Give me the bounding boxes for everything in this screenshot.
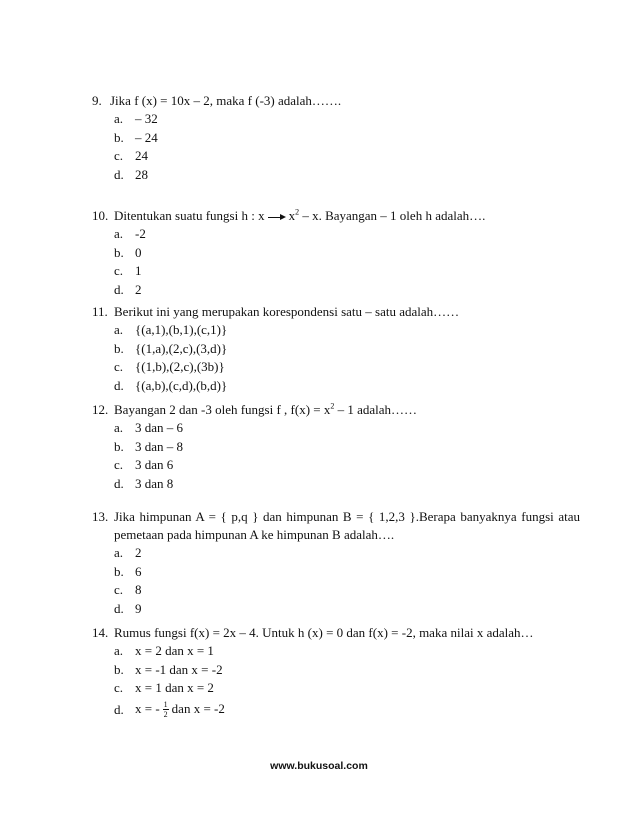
option-a	[114, 544, 580, 563]
superscript: 2	[330, 401, 335, 411]
option-d	[114, 698, 580, 722]
option-text: 0	[135, 244, 142, 260]
option-text: 2	[135, 281, 142, 297]
option-letter: d.	[114, 377, 124, 393]
option-b	[114, 244, 580, 263]
option-letter: d.	[114, 475, 124, 491]
question-10	[92, 207, 580, 299]
option-letter: d.	[114, 701, 124, 717]
question-text-part: – x. Bayangan – 1 oleh h adalah….	[302, 208, 486, 223]
option-d	[114, 377, 580, 396]
option-text: 8	[135, 582, 142, 598]
option-text: x = -1 dan x = -2	[135, 661, 223, 677]
question-text: Jika f (x) = 10x – 2, maka f (-3) adalah…….	[110, 93, 342, 108]
question-text: Rumus fungsi f(x) = 2x – 4. Untuk h (x) = 0 dan f(x) = -2, maka nilai x adalah…	[114, 625, 534, 640]
option-d	[114, 166, 580, 185]
option-d	[114, 475, 580, 494]
option-text: 9	[135, 600, 142, 616]
option-text-part: x = -	[135, 700, 160, 716]
option-list	[114, 544, 580, 618]
option-text: 3 dan – 8	[135, 438, 184, 454]
question-number: 14.	[92, 625, 109, 640]
question-text: Jika himpunan A = { p,q } dan himpunan B = { 1,2,3 }.Berapa banyaknya fungsi atau pemetaan pada himpunan A ke himpunan B adalah….	[114, 509, 580, 542]
option-a	[114, 110, 580, 129]
question-text	[114, 401, 580, 419]
question-9	[92, 92, 580, 184]
option-text	[135, 700, 225, 720]
question-number: 11.	[92, 304, 108, 319]
question-text-part: Bayangan 2 dan -3 oleh fungsi f , f(x) = x	[114, 402, 331, 417]
option-a	[114, 642, 580, 661]
option-letter: c.	[114, 263, 124, 279]
option-letter: a.	[114, 322, 124, 338]
option-b	[114, 129, 580, 148]
question-text-part: x	[288, 208, 296, 223]
option-letter: d.	[114, 600, 124, 616]
option-list	[114, 419, 580, 493]
option-text: – 32	[135, 111, 158, 127]
question-13	[92, 508, 580, 618]
option-text: {(a,1),(b,1),(c,1)}	[135, 322, 228, 338]
option-letter: c.	[114, 457, 124, 473]
question-14	[92, 624, 580, 722]
question-number: 12.	[92, 402, 109, 417]
option-text: 2	[135, 545, 142, 561]
option-text: -2	[135, 226, 146, 242]
option-c	[114, 679, 580, 698]
question-number: 10.	[92, 208, 109, 223]
option-text: {(a,b),(c,d),(b,d)}	[135, 377, 228, 393]
option-letter: a.	[114, 420, 124, 436]
option-list	[114, 110, 580, 184]
option-c	[114, 581, 580, 600]
question-text-part: Ditentukan suatu fungsi h : x	[114, 208, 265, 223]
question-text	[114, 207, 580, 225]
option-list	[114, 321, 580, 395]
option-text: 3 dan 6	[135, 457, 174, 473]
option-letter: c.	[114, 359, 124, 375]
fraction-numerator: 1	[163, 700, 168, 710]
footer-url: www.bukusoal.com	[270, 760, 368, 772]
option-letter: b.	[114, 340, 124, 356]
option-text: 24	[135, 148, 148, 164]
option-text: x = 1 dan x = 2	[135, 680, 214, 696]
option-text: {(1,a),(2,c),(3,d)}	[135, 340, 228, 356]
option-text-part: dan x = -2	[171, 700, 225, 716]
option-a	[114, 419, 580, 438]
question-number: 9.	[92, 93, 102, 108]
option-letter: c.	[114, 680, 124, 696]
option-d	[114, 281, 580, 300]
option-c	[114, 262, 580, 281]
option-b	[114, 438, 580, 457]
option-letter: d.	[114, 281, 124, 297]
option-letter: a.	[114, 545, 124, 561]
option-c	[114, 358, 580, 377]
option-text: 1	[135, 263, 142, 279]
option-text: {(1,b),(2,c),(3b)}	[135, 359, 225, 375]
option-letter: d.	[114, 166, 124, 182]
option-d	[114, 600, 580, 619]
question-11	[92, 303, 580, 395]
option-letter: a.	[114, 111, 124, 127]
option-text: 3 dan 8	[135, 475, 174, 491]
option-letter: b.	[114, 661, 124, 677]
option-text: 3 dan – 6	[135, 420, 184, 436]
option-letter: b.	[114, 129, 124, 145]
option-list	[114, 225, 580, 299]
option-letter: c.	[114, 148, 124, 164]
question-12	[92, 401, 580, 493]
option-letter: a.	[114, 643, 124, 659]
arrow-right-icon	[268, 213, 286, 221]
option-c	[114, 456, 580, 475]
option-letter: a.	[114, 226, 124, 242]
question-number: 13.	[92, 509, 109, 524]
option-text: 28	[135, 166, 148, 182]
option-list	[114, 642, 580, 722]
option-b	[114, 661, 580, 680]
option-text: – 24	[135, 129, 158, 145]
option-letter: b.	[114, 563, 124, 579]
option-b	[114, 563, 580, 582]
option-text: 6	[135, 563, 142, 579]
option-text: x = 2 dan x = 1	[135, 643, 214, 659]
question-text-part: – 1 adalah……	[337, 402, 418, 417]
option-a	[114, 321, 580, 340]
option-c	[114, 147, 580, 166]
option-a	[114, 225, 580, 244]
option-letter: b.	[114, 438, 124, 454]
fraction-denominator: 2	[163, 710, 168, 720]
option-letter: c.	[114, 582, 124, 598]
option-b	[114, 340, 580, 359]
option-letter: b.	[114, 244, 124, 260]
question-text: Berikut ini yang merupakan korespondensi satu – satu adalah……	[114, 304, 460, 319]
fraction	[163, 700, 169, 719]
superscript: 2	[295, 207, 300, 217]
